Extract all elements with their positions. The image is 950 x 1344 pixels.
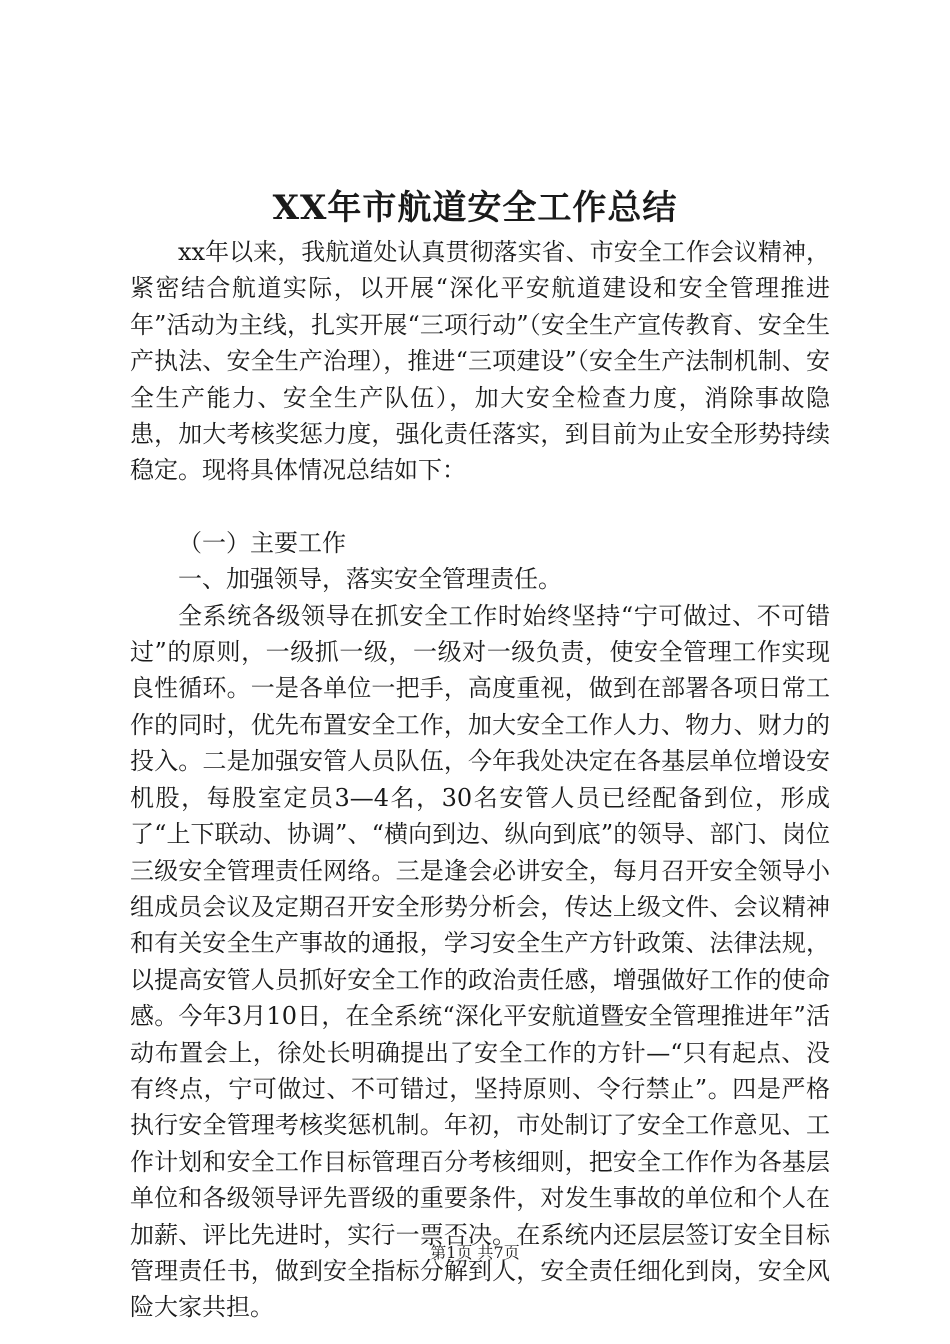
subsection-heading: 一、加强领导，落实安全管理责任。 xyxy=(178,565,562,594)
body-paragraph: 全系统各级领导在抓安全工作时始终坚持“宁可做过、不可错过”的原则，一级抓一级，一级对一级负责，使安全管理工作实现良性循环。一是各单位一把手，高度重视，做到在部署各项日常工作的同时，优先布置安全工作，加大安全工作人力、物力、财力的投入。二是加强安管人员队伍，今年我处决定在各基层单位增设安机股，每股室定员3—4名，30名安管人员已经配备到位，形成了“上下联动、协调”、“横向到边、纵向到底”的领导、部门、岗位三级安全管理责任网络。三是逢会必讲安全，每月召开安全领导小组成员会议及定期召开安全形势分析会，传达上级文件、会议精神和有关安全生产事故的通报，学习安全生产方针政策、法律法规，以提高安管人员抓好安全工作的政治责任感，增强做好工作的使命感。今年3月10日，在全系统“深化平安航道暨安全管理推进年”活动布置会上，徐处长明确提出了安全工作的方针—“只有起点、没有终点，宁可做过、不可错过，坚持原则、令行禁止”。四是严格执行安全管理考核奖惩机制。年初，市处制订了安全工作意见、工作计划和安全工作目标管理百分考核细则，把安全工作作为各基层单位和各级领导评先晋级的重要条件，对发生事故的单位和个人在加薪、评比先进时，实行一票否决。在系统内还层层签订安全目标管理责任书，做到安全指标分解到人，安全责任细化到岗，安全风险大家共担。 xyxy=(130,601,830,1322)
document-body xyxy=(130,234,830,1326)
section-heading: （一）主要工作 xyxy=(178,528,346,557)
page-number-footer: 第1页 共7页 xyxy=(430,1243,520,1262)
document-title: XX年市航道安全工作总结 xyxy=(272,188,678,228)
intro-paragraph: xx年以来，我航道处认真贯彻落实省、市安全工作会议精神，紧密结合航道实际，以开展“深化平安航道建设和安全管理推进年”活动为主线，扎实开展“三项行动”（安全生产宣传教育、安全生产执法、安全生产治理），推进“三项建设”（安全生产法制机制、安全生产能力、安全生产队伍），加大安全检查力度，消除事故隐患，加大考核奖惩力度，强化责任落实，到目前为止安全形势持续稳定。现将具体情况总结如下： xyxy=(130,238,830,485)
